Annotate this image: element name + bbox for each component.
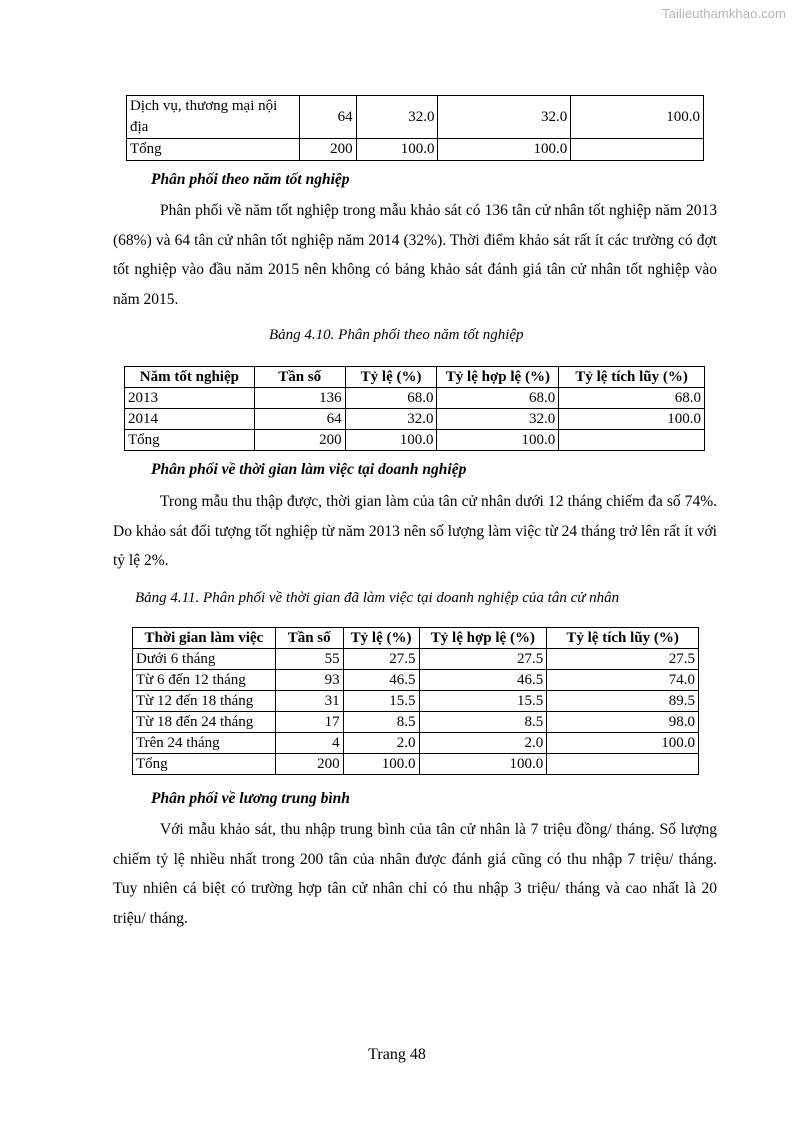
- table-row: [127, 139, 704, 161]
- table-row: [133, 691, 699, 712]
- row-label-cell: Từ 18 đến 24 tháng: [133, 712, 276, 733]
- table-row: [133, 670, 699, 691]
- value-cell: [559, 430, 705, 451]
- caption-table-4-10: Bảng 4.10. Phân phối theo năm tốt nghiệp: [269, 327, 524, 343]
- value-cell: 46.5: [419, 670, 547, 691]
- value-cell: 93: [275, 670, 343, 691]
- value-cell: 32.0: [437, 409, 559, 430]
- table-row: [133, 754, 699, 775]
- value-cell: 8.5: [419, 712, 547, 733]
- table-header-cell: Tỷ lệ hợp lệ (%): [437, 367, 559, 388]
- value-cell: 100.0: [437, 430, 559, 451]
- paragraph-average-salary: Với mẫu khảo sát, thu nhập trung bình của tân cử nhân là 7 triệu đồng/ tháng. Số lượng chiếm tỷ lệ nhiều nhất trong 200 tân của nhân được đánh giá cũng có thu nhập 7 triệu/ tháng. Tuy nhiên cá biệt có trường hợp tân cử nhân chỉ có thu nhập 3 triệu/ tháng và cao nhất là 20 triệu/ tháng.: [113, 821, 717, 927]
- table-header-cell: Tỷ lệ tích lũy (%): [559, 367, 705, 388]
- row-label-cell: Trên 24 tháng: [133, 733, 276, 754]
- value-cell: 15.5: [343, 691, 419, 712]
- table-header-cell: Thời gian làm việc: [133, 628, 276, 649]
- table-row: [125, 409, 705, 430]
- value-cell: 27.5: [547, 649, 699, 670]
- value-cell: 32.0: [438, 96, 571, 139]
- value-cell: 31: [275, 691, 343, 712]
- value-cell: 136: [254, 388, 345, 409]
- table-4-10-header: [125, 367, 705, 388]
- row-label-cell: Tổng: [133, 754, 276, 775]
- value-cell: 8.5: [343, 712, 419, 733]
- value-cell: 15.5: [419, 691, 547, 712]
- table-header-cell: Tần số: [275, 628, 343, 649]
- heading-graduation-year: Phân phối theo năm tốt nghiệp: [151, 171, 350, 188]
- row-label-cell: Dưới 6 tháng: [133, 649, 276, 670]
- value-cell: 98.0: [547, 712, 699, 733]
- table-header-cell: Tỷ lệ hợp lệ (%): [419, 628, 547, 649]
- paragraph-work-duration: Trong mẫu thu thập được, thời gian làm của tân cử nhân dưới 12 tháng chiếm đa số 74%. Do khảo sát đối tượng tốt nghiệp từ năm 2013 nên số lượng làm việc từ 24 tháng trở lên rất ít với tỷ lệ 2%.: [113, 493, 717, 569]
- row-label-cell: 2013: [125, 388, 255, 409]
- value-cell: 100.0: [419, 754, 547, 775]
- value-cell: 2.0: [343, 733, 419, 754]
- table-row: [133, 712, 699, 733]
- value-cell: 74.0: [547, 670, 699, 691]
- value-cell: 100.0: [356, 139, 438, 161]
- table-header-row: [125, 367, 705, 388]
- caption-table-4-11: Bảng 4.11. Phân phối về thời gian đã làm việc tại doanh nghiệp của tân cử nhân: [135, 590, 620, 606]
- value-cell: 4: [275, 733, 343, 754]
- table-4-11-work-duration: [132, 627, 699, 775]
- value-cell: 2.0: [419, 733, 547, 754]
- value-cell: 100.0: [547, 733, 699, 754]
- value-cell: 68.0: [559, 388, 705, 409]
- table-header-cell: Tỷ lệ tích lũy (%): [547, 628, 699, 649]
- table-row: [127, 96, 704, 139]
- table-row: [133, 733, 699, 754]
- row-label-cell: Từ 6 đến 12 tháng: [133, 670, 276, 691]
- table-header-cell: Tần số: [254, 367, 345, 388]
- value-cell: 100.0: [438, 139, 571, 161]
- watermark-text: Tailieuthamkhao.com: [661, 6, 786, 21]
- value-cell: 64: [299, 96, 356, 139]
- value-cell: [571, 139, 704, 161]
- table-header-cell: Tỷ lệ (%): [345, 367, 437, 388]
- value-cell: 27.5: [419, 649, 547, 670]
- table-row: [133, 649, 699, 670]
- value-cell: 32.0: [356, 96, 438, 139]
- table-header-cell: Tỷ lệ (%): [343, 628, 419, 649]
- row-label-cell: Từ 12 đến 18 tháng: [133, 691, 276, 712]
- continued-industry-table: [126, 95, 704, 161]
- table-row: [125, 388, 705, 409]
- value-cell: 200: [299, 139, 356, 161]
- value-cell: 100.0: [571, 96, 704, 139]
- row-label-cell: Tổng: [127, 139, 300, 161]
- table-4-10-body: [125, 388, 705, 451]
- row-label-cell: 2014: [125, 409, 255, 430]
- table-row: [125, 430, 705, 451]
- page-number: Trang 48: [368, 1046, 426, 1063]
- value-cell: 100.0: [345, 430, 437, 451]
- heading-average-salary: Phân phối về lương trung bình: [151, 790, 350, 807]
- table-4-11-body: [133, 649, 699, 775]
- row-label-cell: Tổng: [125, 430, 255, 451]
- value-cell: 27.5: [343, 649, 419, 670]
- value-cell: 100.0: [343, 754, 419, 775]
- value-cell: 89.5: [547, 691, 699, 712]
- value-cell: 32.0: [345, 409, 437, 430]
- value-cell: 55: [275, 649, 343, 670]
- value-cell: 64: [254, 409, 345, 430]
- value-cell: [547, 754, 699, 775]
- table-header-cell: Năm tốt nghiệp: [125, 367, 255, 388]
- value-cell: 200: [275, 754, 343, 775]
- heading-work-duration: Phân phối về thời gian làm việc tại doanh nghiệp: [151, 461, 467, 478]
- continued-table-body: [127, 96, 704, 161]
- value-cell: 200: [254, 430, 345, 451]
- value-cell: 46.5: [343, 670, 419, 691]
- table-4-11-header: [133, 628, 699, 649]
- paragraph-graduation-year: Phân phối về năm tốt nghiệp trong mẫu khảo sát có 136 tân cử nhân tốt nghiệp năm 2013 (68%) và 64 tân cử nhân tốt nghiệp năm 2014 (32%). Thời điểm khảo sát rất ít các trường có đợt tốt nghiệp vào đầu năm 2015 nên không có bảng khảo sát đánh giá tân cử nhân tốt nghiệp vào năm 2015.: [113, 202, 717, 308]
- value-cell: 68.0: [345, 388, 437, 409]
- row-label-cell: Dịch vụ, thương mại nội địa: [127, 96, 300, 139]
- value-cell: 68.0: [437, 388, 559, 409]
- table-header-row: [133, 628, 699, 649]
- table-4-10-graduation-year: [124, 366, 705, 451]
- value-cell: 17: [275, 712, 343, 733]
- value-cell: 100.0: [559, 409, 705, 430]
